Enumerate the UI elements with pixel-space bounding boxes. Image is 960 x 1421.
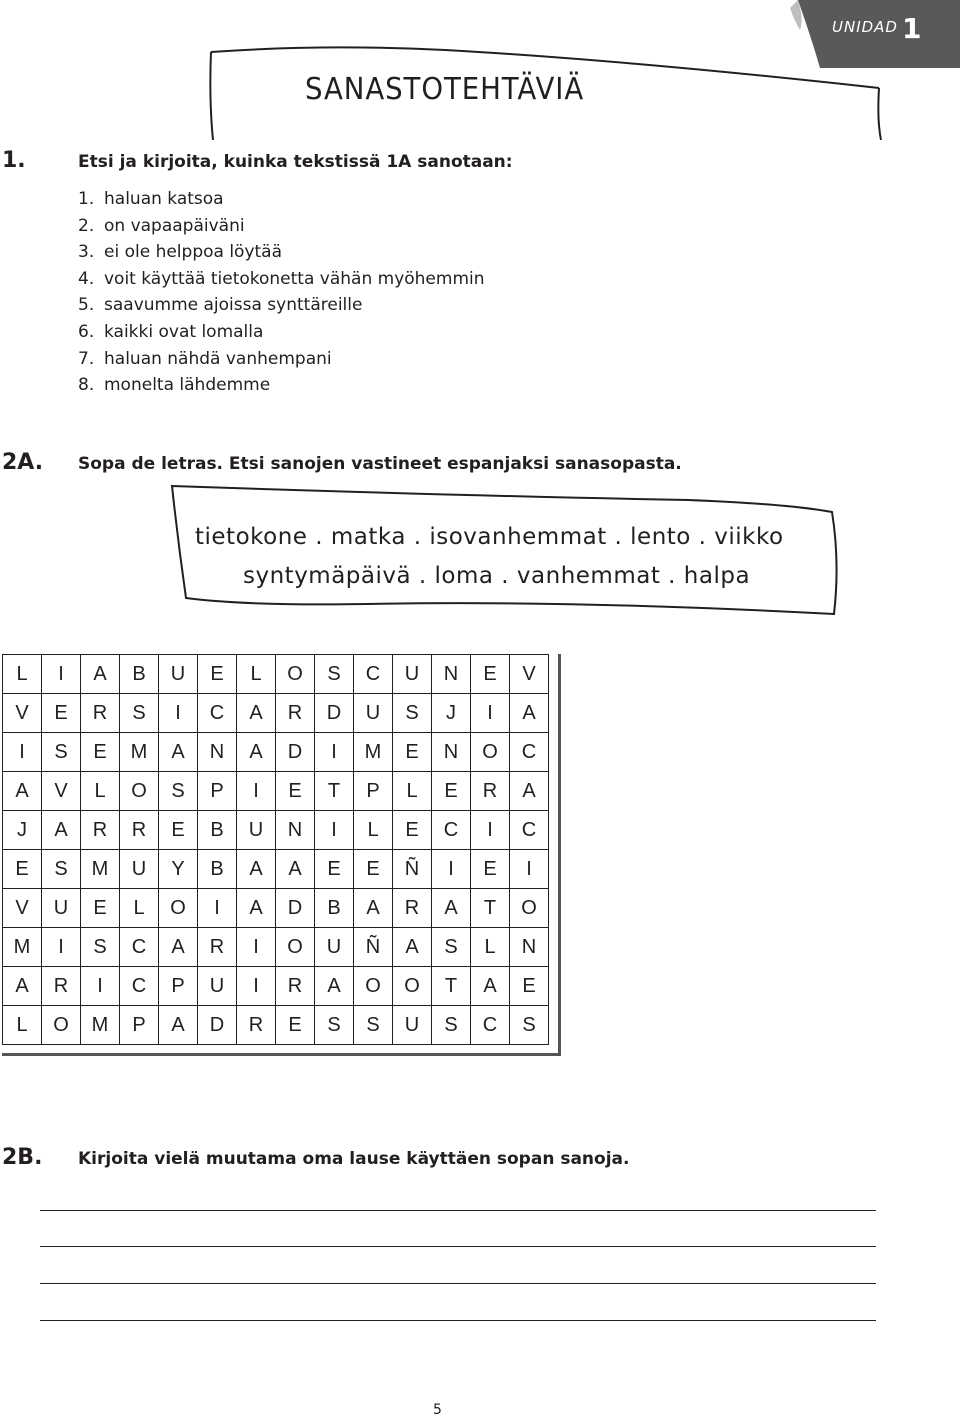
grid-cell[interactable]: Ñ — [354, 928, 393, 967]
grid-cell[interactable]: E — [471, 850, 510, 889]
grid-cell[interactable]: V — [510, 655, 549, 694]
list-item-number: 7. — [78, 348, 95, 369]
grid-cell[interactable]: B — [198, 850, 237, 889]
grid-cell[interactable]: I — [237, 772, 276, 811]
grid-cell[interactable]: B — [120, 655, 159, 694]
grid-cell[interactable]: E — [3, 850, 42, 889]
list-item-number: 6. — [78, 321, 95, 342]
list-item-text: ei ole helppoa löytää — [104, 242, 283, 263]
grid-cell[interactable]: E — [159, 811, 198, 850]
grid-cell[interactable]: I — [471, 694, 510, 733]
exercise-2b-number: 2B. — [2, 1145, 43, 1170]
grid-cell[interactable]: L — [237, 655, 276, 694]
grid-cell[interactable]: I — [315, 811, 354, 850]
grid-cell[interactable]: P — [159, 967, 198, 1006]
letter-grid — [2, 654, 549, 1045]
grid-shadow-right — [558, 654, 561, 1056]
list-item-number: 1. — [78, 189, 95, 209]
grid-cell[interactable]: V — [42, 772, 81, 811]
grid-cell[interactable]: U — [354, 694, 393, 733]
grid-cell[interactable]: E — [354, 850, 393, 889]
grid-row — [3, 928, 549, 967]
grid-cell[interactable]: E — [276, 1006, 315, 1045]
grid-cell[interactable]: I — [237, 928, 276, 967]
grid-cell[interactable]: O — [276, 655, 315, 694]
page-title: SANASTOTEHTÄVIÄ — [305, 72, 585, 107]
grid-cell[interactable]: L — [354, 811, 393, 850]
exercise-2b-instruction: Kirjoita vielä muutama oma lause käyttäen sopan sanoja. — [78, 1149, 630, 1169]
grid-cell[interactable]: M — [81, 850, 120, 889]
grid-cell[interactable]: R — [120, 811, 159, 850]
grid-cell[interactable]: M — [354, 733, 393, 772]
grid-cell[interactable]: A — [276, 850, 315, 889]
grid-cell[interactable]: R — [198, 928, 237, 967]
grid-cell[interactable]: C — [432, 811, 471, 850]
list-item-number: 3. — [78, 242, 95, 263]
grid-cell[interactable]: C — [510, 733, 549, 772]
grid-cell[interactable]: S — [393, 694, 432, 733]
list-item — [78, 372, 485, 399]
grid-cell[interactable]: J — [432, 694, 471, 733]
grid-cell[interactable]: E — [276, 772, 315, 811]
grid-cell[interactable]: O — [120, 772, 159, 811]
list-item-number: 2. — [78, 215, 95, 236]
grid-row — [3, 1006, 549, 1045]
grid-cell[interactable]: D — [315, 694, 354, 733]
list-item — [78, 346, 485, 373]
grid-cell[interactable]: M — [3, 928, 42, 967]
grid-cell[interactable]: O — [393, 967, 432, 1006]
writing-line[interactable] — [40, 1283, 876, 1284]
grid-cell[interactable]: N — [276, 811, 315, 850]
grid-cell[interactable]: A — [3, 772, 42, 811]
grid-cell[interactable]: O — [159, 889, 198, 928]
grid-shadow-bottom — [2, 1053, 561, 1056]
grid-cell[interactable]: V — [3, 889, 42, 928]
word-list-line-1: tietokone . matka . isovanhemmat . lento . viikko — [195, 524, 784, 550]
list-item — [78, 266, 485, 293]
grid-row — [3, 850, 549, 889]
grid-cell[interactable]: T — [432, 967, 471, 1006]
grid-cell[interactable]: N — [432, 655, 471, 694]
list-item-text: saavumme ajoissa synttäreille — [104, 295, 363, 316]
grid-cell[interactable]: M — [120, 733, 159, 772]
list-item-text: on vapaapäiväni — [104, 215, 245, 236]
grid-cell[interactable]: E — [471, 655, 510, 694]
grid-cell[interactable]: P — [354, 772, 393, 811]
grid-cell[interactable]: C — [354, 655, 393, 694]
grid-cell[interactable]: L — [81, 772, 120, 811]
grid-cell[interactable]: U — [315, 928, 354, 967]
grid-cell[interactable]: I — [81, 967, 120, 1006]
grid-cell[interactable]: O — [354, 967, 393, 1006]
grid-cell[interactable]: S — [42, 733, 81, 772]
exercise-1-list — [78, 186, 485, 399]
grid-cell[interactable]: U — [393, 1006, 432, 1045]
grid-cell[interactable]: E — [510, 967, 549, 1006]
grid-row — [3, 733, 549, 772]
grid-cell[interactable]: S — [354, 1006, 393, 1045]
grid-cell[interactable]: I — [432, 850, 471, 889]
grid-cell[interactable]: L — [3, 1006, 42, 1045]
grid-cell[interactable]: V — [3, 694, 42, 733]
exercise-1-instruction: Etsi ja kirjoita, kuinka tekstissä 1A sanotaan: — [78, 152, 513, 172]
grid-cell[interactable]: U — [237, 811, 276, 850]
grid-cell[interactable]: T — [315, 772, 354, 811]
grid-cell[interactable]: A — [42, 811, 81, 850]
grid-cell[interactable]: O — [471, 733, 510, 772]
grid-cell[interactable]: R — [81, 811, 120, 850]
grid-row — [3, 889, 549, 928]
grid-row — [3, 811, 549, 850]
grid-cell[interactable]: U — [42, 889, 81, 928]
grid-cell[interactable]: N — [198, 733, 237, 772]
grid-cell[interactable]: O — [42, 1006, 81, 1045]
grid-cell[interactable]: I — [315, 733, 354, 772]
grid-cell[interactable]: R — [81, 694, 120, 733]
list-item-text: haluan katsoa — [104, 189, 224, 209]
grid-cell[interactable]: R — [471, 772, 510, 811]
grid-row — [3, 967, 549, 1006]
exercise-1-number: 1. — [2, 148, 26, 173]
grid-cell[interactable]: A — [315, 967, 354, 1006]
unit-label: UNIDAD — [832, 18, 898, 36]
grid-cell[interactable]: A — [432, 889, 471, 928]
list-item-number: 4. — [78, 268, 95, 289]
grid-cell[interactable]: A — [354, 889, 393, 928]
grid-cell[interactable]: E — [393, 733, 432, 772]
grid-cell[interactable]: I — [471, 811, 510, 850]
grid-row — [3, 772, 549, 811]
grid-cell[interactable]: R — [42, 967, 81, 1006]
grid-cell[interactable]: C — [198, 694, 237, 733]
grid-cell[interactable]: C — [120, 967, 159, 1006]
grid-cell[interactable]: E — [81, 733, 120, 772]
list-item — [78, 186, 485, 213]
grid-cell[interactable]: I — [42, 655, 81, 694]
grid-cell[interactable]: S — [120, 694, 159, 733]
grid-cell[interactable]: S — [432, 928, 471, 967]
grid-cell[interactable]: U — [393, 655, 432, 694]
grid-cell[interactable]: S — [315, 1006, 354, 1045]
grid-cell[interactable]: N — [432, 733, 471, 772]
grid-cell[interactable]: C — [120, 928, 159, 967]
grid-cell[interactable]: R — [276, 967, 315, 1006]
writing-line[interactable] — [40, 1320, 876, 1321]
grid-cell[interactable]: J — [3, 811, 42, 850]
list-item — [78, 239, 485, 266]
list-item — [78, 292, 485, 319]
writing-line[interactable] — [40, 1246, 876, 1247]
grid-cell[interactable]: S — [159, 772, 198, 811]
grid-cell[interactable]: D — [276, 733, 315, 772]
page-number: 5 — [433, 1402, 442, 1418]
grid-cell[interactable]: S — [432, 1006, 471, 1045]
grid-cell[interactable]: U — [159, 655, 198, 694]
grid-cell[interactable]: Ñ — [393, 850, 432, 889]
grid-cell[interactable]: D — [198, 1006, 237, 1045]
word-list-line-2: syntymäpäivä . loma . vanhemmat . halpa — [243, 563, 751, 589]
grid-cell[interactable]: L — [120, 889, 159, 928]
grid-cell[interactable]: E — [393, 811, 432, 850]
grid-cell[interactable]: A — [237, 850, 276, 889]
grid-cell[interactable]: A — [471, 967, 510, 1006]
list-item-text: voit käyttää tietokonetta vähän myöhemmin — [104, 268, 485, 289]
grid-cell[interactable]: E — [198, 655, 237, 694]
grid-cell[interactable]: E — [432, 772, 471, 811]
grid-cell[interactable]: R — [276, 694, 315, 733]
grid-cell[interactable]: L — [471, 928, 510, 967]
grid-cell[interactable]: A — [159, 928, 198, 967]
grid-cell[interactable]: N — [510, 928, 549, 967]
grid-cell[interactable]: I — [42, 928, 81, 967]
grid-cell[interactable]: S — [81, 928, 120, 967]
list-item-number: 5. — [78, 295, 95, 316]
grid-cell[interactable]: O — [510, 889, 549, 928]
grid-cell[interactable]: Y — [159, 850, 198, 889]
grid-cell[interactable]: O — [276, 928, 315, 967]
list-item-text: monelta lähdemme — [104, 375, 271, 396]
list-item-text: haluan nähdä vanhempani — [104, 348, 332, 369]
grid-cell[interactable]: R — [393, 889, 432, 928]
grid-cell[interactable]: T — [471, 889, 510, 928]
grid-cell[interactable]: U — [198, 967, 237, 1006]
grid-cell[interactable]: A — [393, 928, 432, 967]
grid-cell[interactable]: C — [471, 1006, 510, 1045]
grid-cell[interactable]: U — [120, 850, 159, 889]
grid-cell[interactable]: E — [315, 850, 354, 889]
grid-cell[interactable]: A — [510, 772, 549, 811]
grid-cell[interactable]: I — [510, 850, 549, 889]
grid-cell[interactable]: P — [120, 1006, 159, 1045]
unit-number: 1 — [902, 12, 922, 45]
grid-cell[interactable]: B — [315, 889, 354, 928]
grid-cell[interactable]: P — [198, 772, 237, 811]
grid-cell[interactable]: A — [159, 1006, 198, 1045]
grid-cell[interactable]: A — [3, 967, 42, 1006]
writing-line[interactable] — [40, 1210, 876, 1211]
grid-cell[interactable]: A — [159, 733, 198, 772]
grid-cell[interactable]: E — [42, 694, 81, 733]
grid-cell[interactable]: C — [510, 811, 549, 850]
grid-row — [3, 694, 549, 733]
list-item-text: kaikki ovat lomalla — [104, 321, 264, 342]
grid-cell[interactable]: A — [237, 733, 276, 772]
grid-cell[interactable]: I — [159, 694, 198, 733]
word-box — [168, 482, 848, 622]
grid-row — [3, 655, 549, 694]
grid-cell[interactable]: A — [237, 889, 276, 928]
grid-cell[interactable]: E — [81, 889, 120, 928]
exercise-2a-instruction: Sopa de letras. Etsi sanojen vastineet espanjaksi sanasopasta. — [78, 454, 682, 474]
grid-cell[interactable]: S — [510, 1006, 549, 1045]
grid-cell[interactable]: A — [237, 694, 276, 733]
grid-cell[interactable]: I — [237, 967, 276, 1006]
list-item — [78, 319, 485, 346]
grid-cell[interactable]: L — [393, 772, 432, 811]
grid-cell[interactable]: L — [3, 655, 42, 694]
grid-cell[interactable]: R — [237, 1006, 276, 1045]
grid-cell[interactable]: M — [81, 1006, 120, 1045]
grid-cell[interactable]: I — [198, 889, 237, 928]
grid-cell[interactable]: B — [198, 811, 237, 850]
grid-cell[interactable]: I — [3, 733, 42, 772]
list-item-number: 8. — [78, 375, 95, 396]
grid-cell[interactable]: D — [276, 889, 315, 928]
grid-cell[interactable]: S — [315, 655, 354, 694]
grid-cell[interactable]: A — [81, 655, 120, 694]
list-item — [78, 213, 485, 240]
grid-cell[interactable]: A — [510, 694, 549, 733]
exercise-2a-number: 2A. — [2, 450, 44, 475]
grid-cell[interactable]: S — [42, 850, 81, 889]
